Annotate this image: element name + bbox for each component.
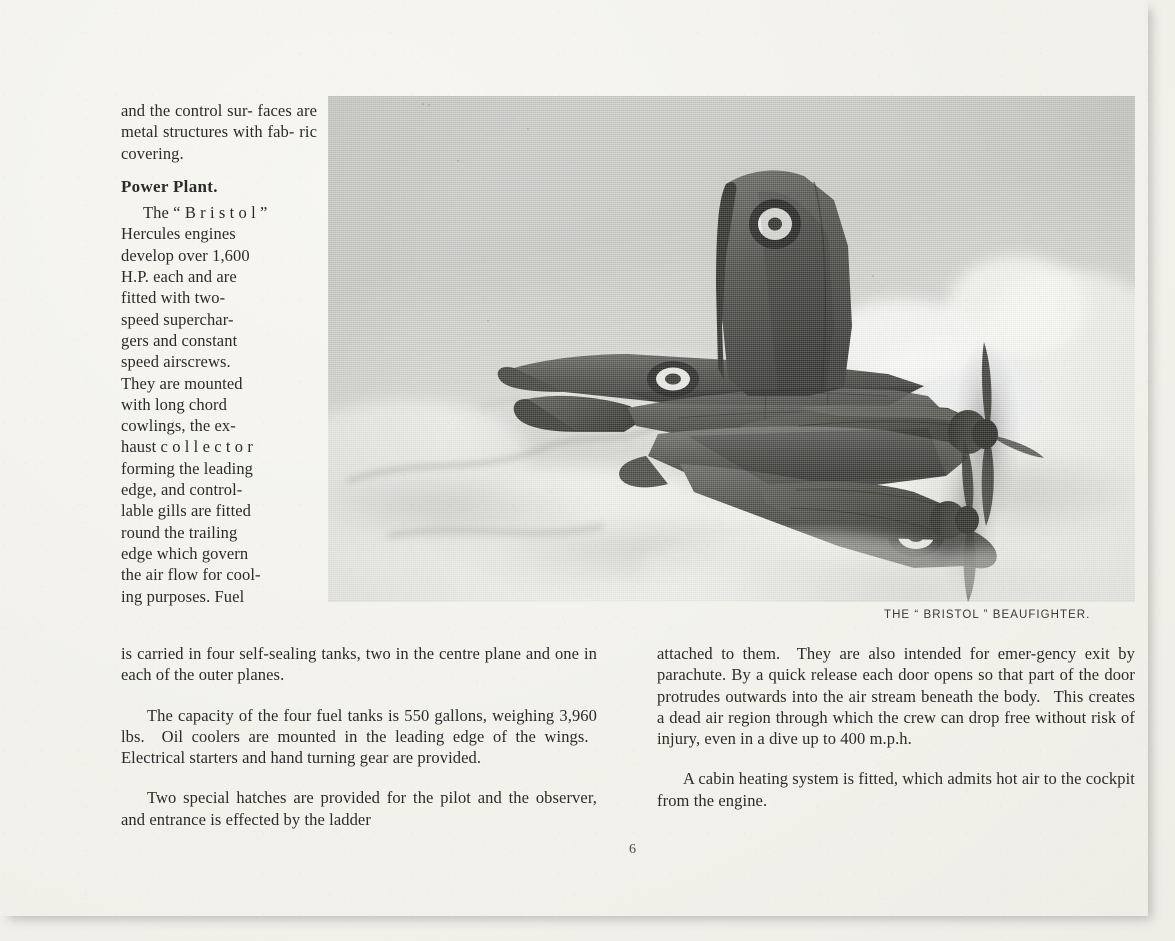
narrow-column <box>121 100 317 607</box>
narrow-line: ing purposes. Fuel <box>121 586 245 606</box>
narrow-line: fitted with two- <box>121 288 226 308</box>
narrow-line: Hercules engines <box>121 224 236 244</box>
paragraph: A cabin heating system is fitted, which admits hot air to the cockpit from the engine. <box>657 769 1135 810</box>
narrow-line: lable gills are fitted <box>121 501 252 521</box>
photo-caption: THE “ BRISTOL ” BEAUFIGHTER. <box>884 609 1091 621</box>
narrow-line: gers and constant <box>121 330 238 350</box>
narrow-line: round the trailing <box>121 522 238 542</box>
narrow-line: develop over 1,600 <box>121 245 250 265</box>
narrow-line: cowlings, the ex- <box>121 416 236 436</box>
power-plant-heading: Power Plant. <box>121 176 218 196</box>
narrow-paragraph-continued: and the control sur- faces are metal structures with fab- ric covering. <box>121 101 317 163</box>
paragraph: The capacity of the four fuel tanks is 550 gallons, weighing 3,960 lbs. Oil coolers are mounted in the leading edge of the wings. Electrical starters and hand turning gear are provided. <box>121 705 597 768</box>
narrow-line: with long chord <box>121 394 227 414</box>
beaufighter-photograph <box>328 96 1135 602</box>
paragraph: is carried in four self-sealing tanks, two in the centre plane and one in each of the outer planes. <box>121 644 597 685</box>
narrow-line: haust c o l l e c t o r <box>121 437 253 457</box>
narrow-line: the air flow for cool- <box>121 565 261 585</box>
page-number: 6 <box>629 842 636 857</box>
lower-right-column <box>657 643 1135 811</box>
photo-artwork <box>328 96 1135 602</box>
paragraph: attached to them. They are also intended for emer-gency exit by parachute. By a quick release each door opens so that part of the door protrudes outwards into the air stream beneath the body. This creates a dead air region through which the crew can drop free without risk of injury, even in a dive up to 400 m.p.h. <box>657 644 1135 749</box>
lower-left-column <box>121 643 597 830</box>
paragraph: Two special hatches are provided for the pilot and the observer, and entrance is effected by the ladder <box>121 788 597 829</box>
narrow-body-lines <box>121 202 317 607</box>
narrow-line: speed superchar- <box>121 309 234 329</box>
narrow-line: They are mounted <box>121 373 243 393</box>
narrow-line: forming the leading <box>121 458 254 478</box>
narrow-line: edge which govern <box>121 543 249 563</box>
narrow-line: edge, and control- <box>121 480 243 500</box>
narrow-line: H.P. each and are <box>121 267 237 287</box>
narrow-line: The “ B r i s t o l ” <box>143 203 268 223</box>
narrow-line: speed airscrews. <box>121 352 231 372</box>
